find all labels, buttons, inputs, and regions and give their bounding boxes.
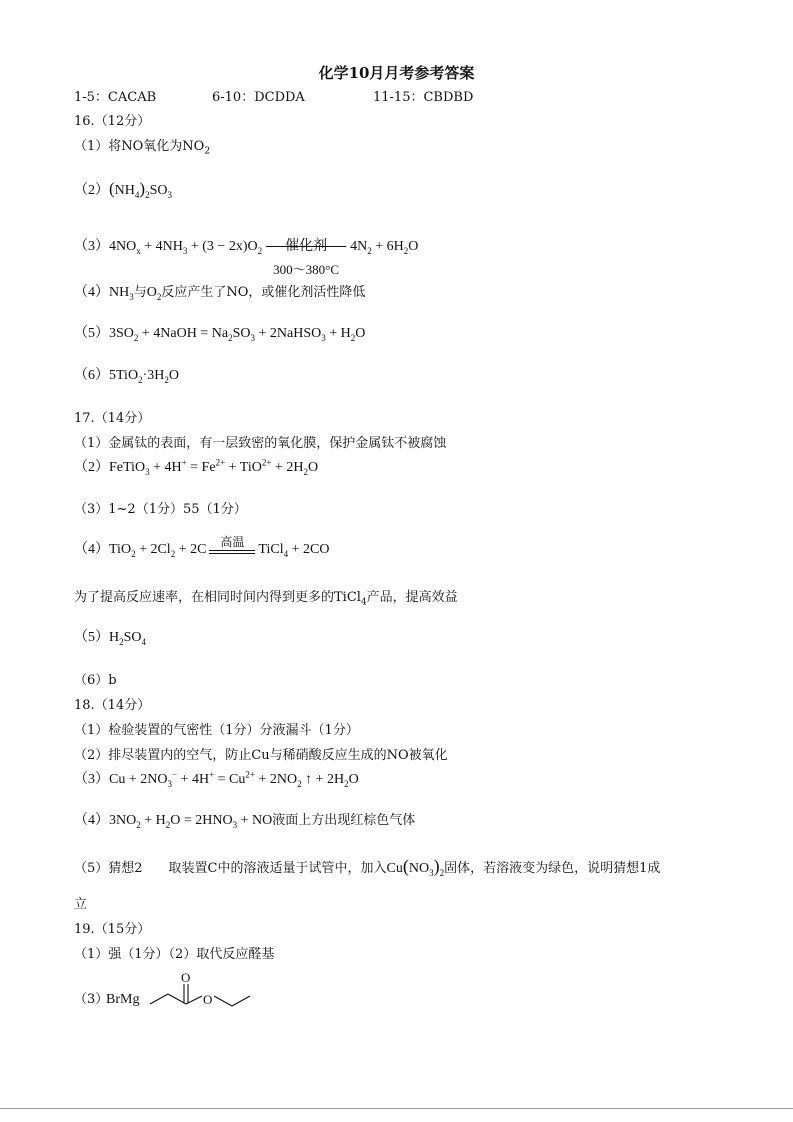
q17-part-5-label: （5） bbox=[74, 630, 109, 645]
equation-no2-water: $3NO_2 + H_2O = 2HNO_3$ + NO bbox=[109, 813, 273, 830]
q17-part-4 bbox=[74, 535, 330, 561]
q16-part-6-label: （6） bbox=[74, 368, 109, 383]
q17-note-text: 为了提高反应速率，在相同时间内得到更多的TiCl bbox=[74, 590, 361, 605]
q18-part-5-method: 取装置C中的溶液适量于试管中，加入 bbox=[168, 861, 387, 876]
q18-part-4-text: 液面上方出现红棕色气体 bbox=[272, 813, 416, 828]
temperature-label: 300～380°C bbox=[273, 262, 340, 277]
formula-copper-nitrate: $Cu(NO_3)_2$ bbox=[386, 856, 445, 878]
catalyst-label: 催化剂 bbox=[285, 239, 328, 254]
q17-note-sub: 4 bbox=[360, 597, 367, 608]
q16-part-4-label: （4） bbox=[74, 285, 109, 300]
q17-part-2 bbox=[74, 459, 318, 477]
q17-heading: 17.（14分） bbox=[74, 411, 151, 426]
formula-tio2-hydrate: $5TiO_2\cdot 3H_2O$ bbox=[109, 368, 179, 385]
q18-part-3 bbox=[74, 771, 359, 789]
q18-part-5-guess: （5）猜想2 bbox=[74, 861, 143, 876]
formula-ammonium-sulfite: $(NH_4)_2SO_3$ bbox=[109, 179, 172, 200]
q17-part-3: （3）1~2（1分）55（1分） bbox=[74, 502, 247, 517]
q16-eq-reactant-1: 4NO bbox=[109, 239, 137, 255]
ester-bond-2 bbox=[214, 996, 232, 1006]
formula-h2so4: $H_2SO_4$ bbox=[109, 630, 147, 647]
q17-part-4-label: （4） bbox=[74, 542, 109, 558]
high-temp-label: 高温 bbox=[220, 535, 245, 549]
q18-part-2: （2）排尽装置内的空气，防止Cu与稀硝酸反应生成的NO被氧化 bbox=[74, 748, 448, 763]
q17-part-6: （6）b bbox=[74, 673, 117, 688]
q18-part-5-end: 立 bbox=[74, 897, 88, 912]
equation-fetio3-acid: FeTiO$_3$ + $4H^+ = Fe^{2+} + TiO^{2+} + 2H_2O$ bbox=[109, 457, 319, 477]
q18-part-4 bbox=[74, 812, 415, 830]
q16-part-3-label: （3） bbox=[74, 239, 109, 255]
carbonyl-oxygen: O bbox=[181, 970, 191, 985]
q16-part-4: $(4)NH_3$与$O_2$反应产生了NO，或催化剂活性降低 bbox=[74, 285, 366, 302]
q18-part-5 bbox=[74, 857, 660, 878]
q17-note bbox=[74, 589, 458, 607]
equation-cu-nitric: $Cu + 2NO_3^- + 4H^+ = Cu^{2+} + 2NO_2$ ↑ + $2H_2O$ bbox=[109, 769, 359, 789]
q18-part-1: （1）检验装置的气密性（1分）分液漏斗（1分） bbox=[74, 723, 359, 738]
q16-eq-product-1: 4N bbox=[350, 239, 368, 255]
mc-answers-6-10: 6-10：DCDDA bbox=[212, 90, 305, 105]
q18-part-3-label: （3） bbox=[74, 772, 109, 787]
ester-oxygen: O bbox=[203, 992, 213, 1007]
bond-2 bbox=[168, 994, 186, 1004]
ethyl-bond bbox=[232, 996, 250, 1006]
q17-part-1: （1）金属钛的表面，有一层致密的氧化膜，保护金属钛不被腐蚀 bbox=[74, 436, 447, 451]
q16-part-1 bbox=[74, 138, 210, 156]
equation-tio2-chlorination: $TiO_2 + 2Cl_2 + 2C$ 高温 TiCl$_4$ + 2CO bbox=[109, 535, 330, 560]
equation-so2-naoh: $3SO_2$ + 4NaOH = $Na_2SO_3$ + 2NaHSO$_3$ + $H_2O$ bbox=[109, 326, 366, 343]
reaction-condition-arrow bbox=[264, 226, 348, 277]
structure-brmg-label: BrMg bbox=[106, 992, 140, 1007]
q18-part-4-label: （4） bbox=[74, 813, 109, 828]
q16-eq-product-2: + 6H bbox=[371, 239, 404, 255]
q16-part-1-sub: 2 bbox=[204, 146, 211, 157]
page-bottom-rule bbox=[0, 1108, 793, 1109]
q17-part-2-label: （2） bbox=[74, 460, 109, 475]
q16-heading: 16.（12分） bbox=[74, 114, 151, 129]
q18-heading: 18.（14分） bbox=[74, 698, 151, 713]
q16-eq-reactant-3: + (3 − 2x)O bbox=[187, 239, 258, 255]
q16-part-5-label: （5） bbox=[74, 326, 109, 341]
q16-part-4-text: 反应产生了NO，或催化剂活性降低 bbox=[161, 285, 366, 300]
skeletal-structure-ester bbox=[146, 968, 266, 1028]
mc-answers-11-15: 11-15：CBDBD bbox=[373, 90, 474, 105]
q16-part-2 bbox=[74, 180, 172, 200]
page-title: 化学10月月考参考答案 bbox=[318, 64, 475, 82]
bond-1 bbox=[150, 994, 168, 1004]
q16-eq-reactant-2: + 4NH bbox=[140, 239, 183, 255]
q16-part-6 bbox=[74, 367, 179, 385]
q17-note-end: 产品，提高效益 bbox=[366, 590, 458, 605]
q16-eq-product-2b: O bbox=[408, 239, 419, 255]
high-temp-arrow bbox=[206, 535, 258, 561]
q16-part-1-text: （1）将NO氧化为NO bbox=[74, 139, 205, 154]
q19-heading: 19.（15分） bbox=[74, 922, 151, 937]
mc-answers-1-5: 1-5：CACAB bbox=[74, 90, 157, 105]
q16-part-5 bbox=[74, 325, 365, 343]
q16-part-3: $(3)4NO_x + 4NH_3 + (3 - 2x)O_2$ 催化剂 300～380°C $4N_2 + 6H_2O$ bbox=[74, 226, 418, 268]
q19-part-3-label: （3） bbox=[74, 992, 109, 1007]
q17-part-5 bbox=[74, 629, 146, 647]
q19-part-1-2: （1）强（1分）（2）取代反应醛基 bbox=[74, 947, 275, 962]
q18-part-5-result: 固体，若溶液变为绿色，说明猜想1成 bbox=[444, 861, 661, 876]
q16-part-2-label: （2） bbox=[74, 183, 109, 198]
